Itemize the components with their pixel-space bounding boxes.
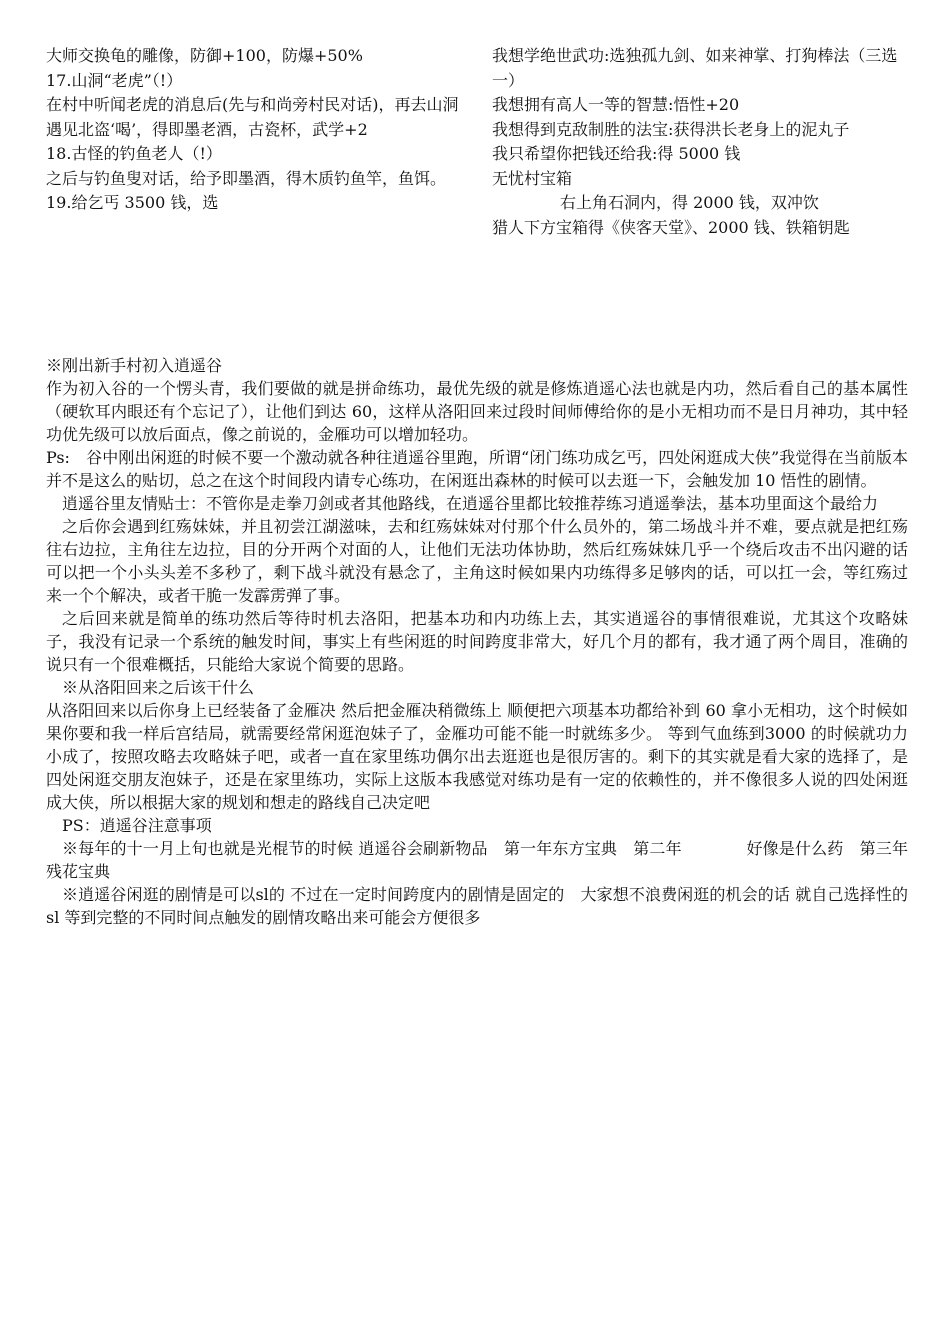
paragraph-sl-tip: ※逍遥谷闲逛的剧情是可以sl的 不过在一定时间跨度内的剧情是固定的 大家想不浪费闲逛的机会的话 就自己选择性的 sl 等到完整的不同时间点触发的剧情攻略出来可能会方便很多 <box>46 885 908 927</box>
paragraph-hongshang: 之后你会遇到红殇妹妹，并且初尝江湖滋味，去和红殇妹妹对付那个什么员外的，第二场战斗并不难，要点就是把红殇往右边拉，主角往左边拉，目的分开两个对面的人，让他们无法功体协助，然后红殇妹妹几乎一个绕后攻击不出闪避的话可以把一个小头头差不多秒了，剩下战斗就没有悬念了，主角这时候如果内功练得多足够肉的话，可以扛一会，等红殇过来一个个解决，或者干脆一发霹雳弹了事。 <box>46 517 908 605</box>
main-body <box>46 354 908 929</box>
paragraph-friendly-tip: 逍遥谷里友情贴士：不管你是走拳刀剑或者其他路线，在逍遥谷里都比较推荐练习逍遥拳法，基本功里面这个最给力 <box>62 494 879 513</box>
left-line-1: 大师交换龟的雕像，防御+100，防爆+50% <box>46 46 363 65</box>
right-line-1: 我想学绝世武功:选独孤九剑、如来神掌、打狗棒法（三选一） <box>492 46 898 90</box>
paragraph-ps-note: Ps: 谷中刚出闲逛的时候不要一个激动就各种往逍遥谷里跑，所谓“闭门练功成乞丐，四处闲逛成大侠”我觉得在当前版本并不是这么的贴切，总之在这个时间段内请专心练功，在闲逛出森林的时候可以去逛一下，会触发加 10 悟性的剧情。 <box>46 448 908 490</box>
left-line-5: 之后与钓鱼叟对话，给予即墨酒，得木质钓鱼竿，鱼饵。 <box>46 168 447 188</box>
right-line-7: 猎人下方宝箱得《侠客天堂》、2000 钱、铁箱钥匙 <box>492 217 850 237</box>
left-column <box>46 44 466 216</box>
section-heading-first-entry: ※刚出新手村初入逍遥谷 <box>46 356 223 375</box>
right-line-6: 右上角石洞内，得 2000 钱，双冲饮 <box>560 193 819 212</box>
left-line-3: 在村中听闻老虎的消息后(先与和尚旁村民对话)，再去山洞遇见北盗‘喝’，得即墨老酒，古瓷杯，武学+2 <box>46 95 459 139</box>
section-heading-after-luoyang: ※从洛阳回来之后该干什么 <box>62 678 255 697</box>
left-line-2: 17.山洞“老虎”（!） <box>46 70 183 90</box>
section-heading-notes: PS：逍遥谷注意事项 <box>62 816 212 835</box>
left-line-6: 19.给乞丐 3500 钱，选 <box>46 193 219 212</box>
right-column <box>492 44 912 240</box>
left-line-4: 18.古怪的钓鱼老人（!） <box>46 144 222 163</box>
right-line-2: 我想拥有高人一等的智慧:悟性+20 <box>492 95 740 114</box>
right-line-5: 无忧村宝箱 <box>492 168 573 188</box>
paragraph-return-luoyang: 之后回来就是简单的练功然后等待时机去洛阳，把基本功和内功练上去，其实逍遥谷的事情很难说，尤其这个攻略妹子，我没有记录一个系统的触发时间，事实上有些闲逛的时间跨度非常大，好几个月的都有，我才通了两个周目，准确的说只有一个很难概括，只能给大家说个简要的思路。 <box>46 609 908 674</box>
right-line-3: 我想得到克敌制胜的法宝:获得洪长老身上的泥丸子 <box>492 119 850 139</box>
paragraph-training: 作为初入谷的一个愣头青，我们要做的就是拼命练功，最优先级的就是修炼逍遥心法也就是内功，然后看自己的基本属性（硬软耳内眼还有个忘记了），让他们到达 60，这样从洛阳回来过段时间师傅给你的是小无相功而不是日月神功，其中轻功优先级可以放后面点，像之前说的，金雁功可以增加轻功。 <box>46 379 908 444</box>
paragraph-november-refresh: ※每年的十一月上旬也就是光棍节的时候 逍遥谷会刷新物品 第一年东方宝典 第二年 好像是什么药 第三年残花宝典 <box>46 839 908 881</box>
right-line-4: 我只希望你把钱还给我:得 5000 钱 <box>492 144 741 163</box>
paragraph-after-luoyang: 从洛阳回来以后你身上已经装备了金雁决 然后把金雁决稍微练上 顺便把六项基本功都给补到 60 拿小无相功，这个时候如果你要和我一样后宫结局，就需要经常闲逛泡妹子了，金雁功可能不能一时就练多少。 等到气血练到3000 的时候就功力小成了，按照攻略去攻略妹子吧，或者一直在家里练功偶尔出去逛逛也是很厉害的。剩下的其实就是看大家的选择了，是四处闲逛交朋友泡妹子，还是在家里练功，实际上这版本我感觉对练功是有一定的依赖性的，并不像很多人说的四处闲逛成大侠，所以根据大家的规划和想走的路线自己决定吧 <box>46 701 908 812</box>
